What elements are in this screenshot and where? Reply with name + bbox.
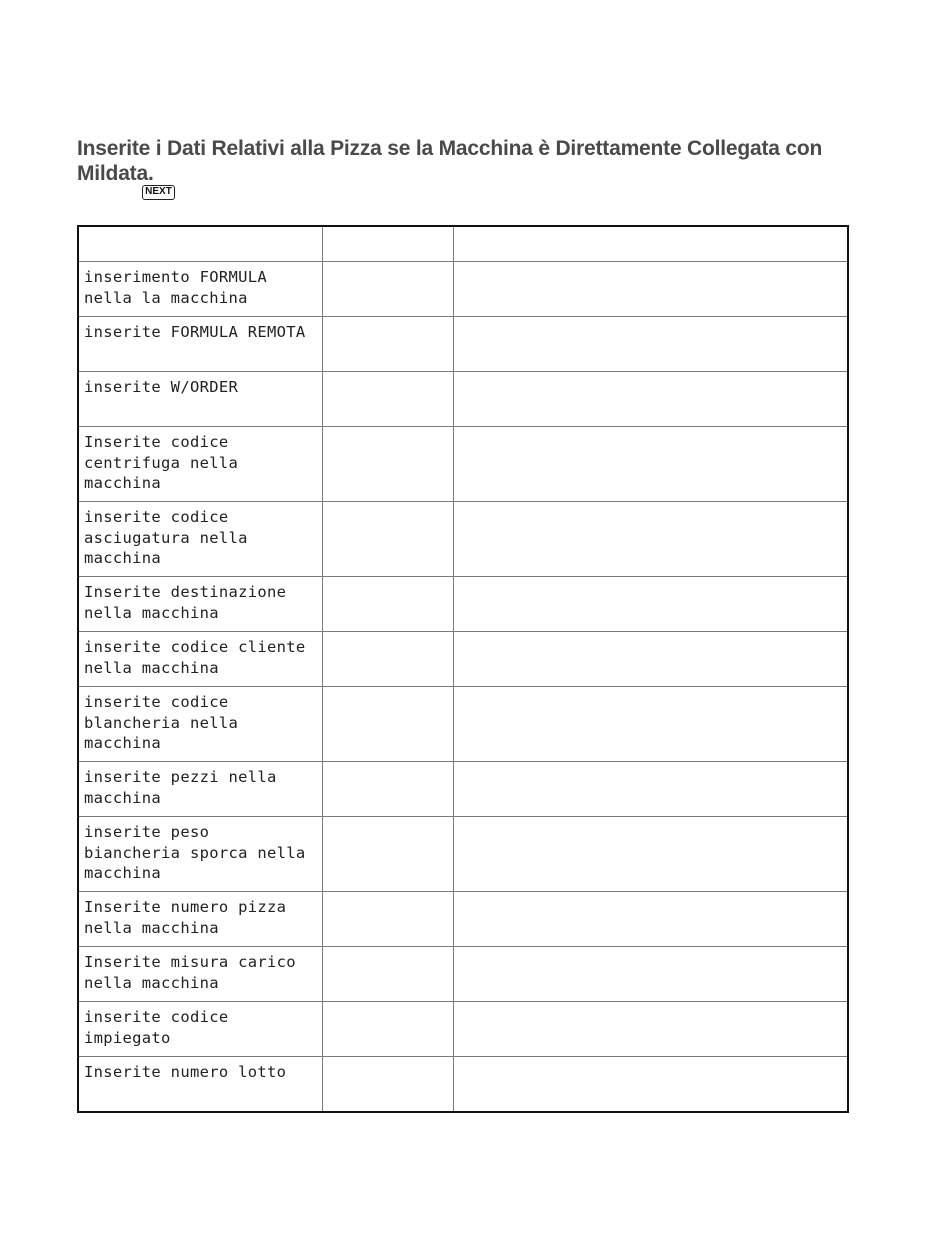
table-row <box>78 262 848 317</box>
instruction-table-container <box>77 225 847 1113</box>
instruction-table-body <box>78 226 848 1112</box>
next-key-icon: NEXT <box>142 185 175 200</box>
row-label-cell: Inserite misura carico nella macchina <box>78 947 322 1002</box>
table-row <box>78 317 848 372</box>
row-notes-cell <box>453 577 848 632</box>
table-row <box>78 577 848 632</box>
row-notes-cell <box>453 762 848 817</box>
row-value-cell <box>322 1057 453 1113</box>
row-value-cell <box>322 427 453 502</box>
row-label-cell: Inserite numero pizza nella macchina <box>78 892 322 947</box>
table-row <box>78 372 848 427</box>
header-cell <box>453 226 848 262</box>
row-value-cell <box>322 762 453 817</box>
row-notes-cell <box>453 947 848 1002</box>
table-row <box>78 817 848 892</box>
row-notes-cell <box>453 317 848 372</box>
row-value-cell <box>322 892 453 947</box>
row-label-cell: inserite pezzi nella macchina <box>78 762 322 817</box>
row-notes-cell <box>453 502 848 577</box>
row-value-cell <box>322 632 453 687</box>
table-row <box>78 762 848 817</box>
table-row <box>78 632 848 687</box>
table-row <box>78 427 848 502</box>
row-notes-cell <box>453 372 848 427</box>
row-value-cell <box>322 577 453 632</box>
row-notes-cell <box>453 262 848 317</box>
row-value-cell <box>322 1002 453 1057</box>
row-label-cell: inserite codice cliente nella macchina <box>78 632 322 687</box>
row-notes-cell <box>453 687 848 762</box>
row-value-cell <box>322 687 453 762</box>
row-label-cell: inserite codice asciugatura nella macchina <box>78 502 322 577</box>
table-row <box>78 687 848 762</box>
row-label-cell: Inserite numero lotto <box>78 1057 322 1113</box>
table-header-row <box>78 226 848 262</box>
table-row <box>78 1002 848 1057</box>
row-label-cell: Inserite codice centrifuga nella macchina <box>78 427 322 502</box>
row-notes-cell <box>453 1002 848 1057</box>
row-label-cell: inserimento FORMULA nella la macchina <box>78 262 322 317</box>
row-label-cell: inserite peso biancheria sporca nella macchina <box>78 817 322 892</box>
row-label-cell: inserite W/ORDER <box>78 372 322 427</box>
row-label-cell: inserite FORMULA REMOTA <box>78 317 322 372</box>
row-notes-cell <box>453 427 848 502</box>
row-label-cell: inserite codice blancheria nella macchina <box>78 687 322 762</box>
row-notes-cell <box>453 632 848 687</box>
row-notes-cell <box>453 1057 848 1113</box>
row-value-cell <box>322 262 453 317</box>
row-value-cell <box>322 817 453 892</box>
row-value-cell <box>322 372 453 427</box>
row-label-cell: Inserite destinazione nella macchina <box>78 577 322 632</box>
header-cell <box>78 226 322 262</box>
table-row <box>78 892 848 947</box>
row-label-cell: inserite codice impiegato <box>78 1002 322 1057</box>
page-heading: Inserite i Dati Relativi alla Pizza se la Macchina è Direttamente Collegata con Mildata. <box>77 137 823 185</box>
table-row <box>78 502 848 577</box>
header-cell <box>322 226 453 262</box>
table-row <box>78 1057 848 1113</box>
row-notes-cell <box>453 817 848 892</box>
table-row <box>78 947 848 1002</box>
row-value-cell <box>322 317 453 372</box>
row-value-cell <box>322 502 453 577</box>
row-notes-cell <box>453 892 848 947</box>
row-value-cell <box>322 947 453 1002</box>
instruction-table <box>77 225 849 1113</box>
